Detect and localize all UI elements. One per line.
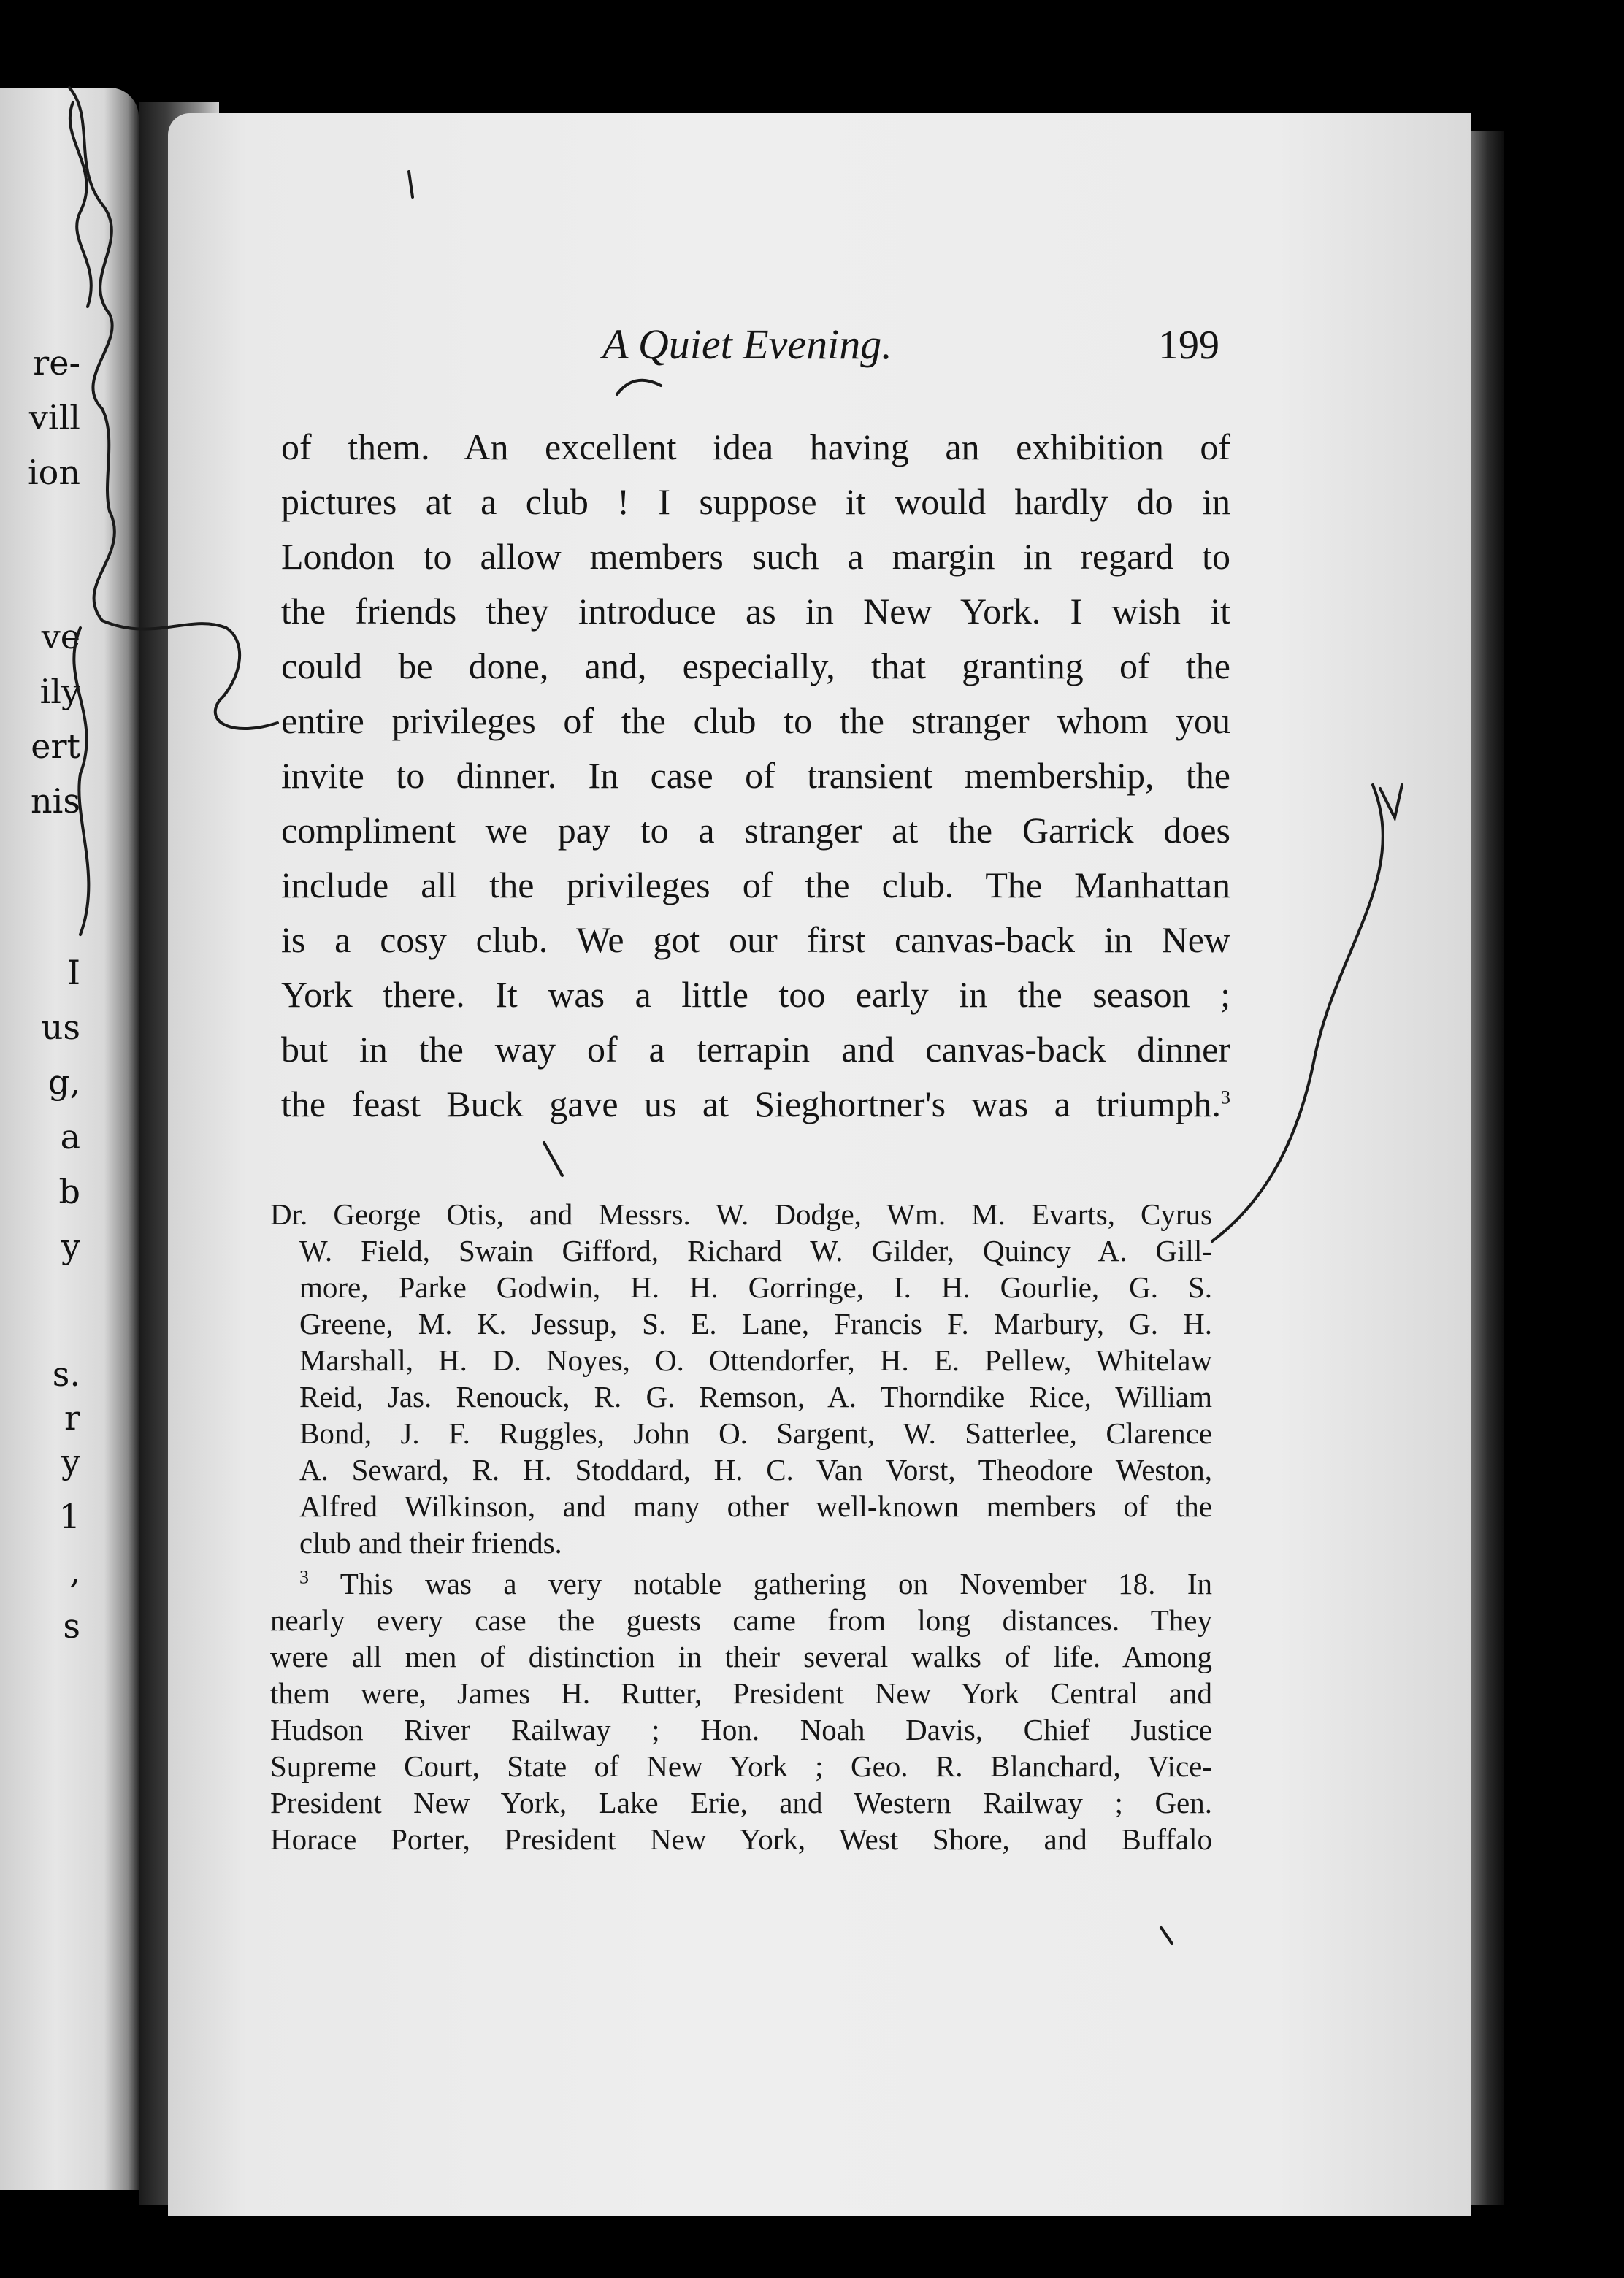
footnote-line: more, Parke Godwin, H. H. Gorringe, I. H. Gourlie, G. S. — [299, 1270, 1212, 1304]
left-page-fragment: 1 — [58, 1497, 80, 1536]
footnote-line: Marshall, H. D. Noyes, O. Ottendorfer, H. E. Pellew, Whitelaw — [299, 1343, 1212, 1377]
running-head — [277, 320, 1227, 369]
left-page-fragment: ert — [31, 726, 80, 766]
left-facing-page — [0, 88, 139, 2190]
footnote-ref-mark: 3 — [1221, 1086, 1230, 1108]
body-line: could be done, and, especially, that granting of the — [281, 645, 1230, 686]
footnote-line: W. Field, Swain Gifford, Richard W. Gilder, Quincy A. Gill- — [299, 1234, 1212, 1268]
page-number: 199 — [1158, 323, 1219, 368]
running-title: A Quiet Evening. — [602, 321, 892, 368]
footnote-line: club and their friends. — [299, 1526, 562, 1560]
left-page-fragment: r — [64, 1398, 80, 1438]
footnote-line: Greene, M. K. Jessup, S. E. Lane, Francis F. Marbury, G. H. — [299, 1307, 1212, 1341]
footnote-line: A. Seward, R. H. Stoddard, H. C. Van Vorst, Theodore Weston, — [299, 1453, 1212, 1487]
left-page-fragment: , — [69, 1552, 80, 1591]
left-page-fragment: nis — [31, 781, 80, 821]
left-page-fragment: ily — [39, 672, 80, 711]
footnote-3-mark: 3 — [299, 1566, 309, 1588]
left-page-fragment: y — [61, 1227, 80, 1266]
footnote-line: Horace Porter, President New York, West Shore, and Buffalo — [270, 1822, 1212, 1856]
body-line: compliment we pay to a stranger at the Garrick does — [281, 810, 1230, 851]
body-line: of them. An excellent idea having an exhibition of — [281, 426, 1230, 467]
footnote-line: were all men of distinction in their several walks of life. Among — [270, 1640, 1212, 1673]
body-line: invite to dinner. In case of transient membership, the — [281, 755, 1230, 796]
page-edge-shadow — [1471, 131, 1504, 2205]
footnote-line: Alfred Wilkinson, and many other well-known members of the — [299, 1489, 1212, 1523]
footnote-3-first-line — [270, 1565, 1212, 1602]
body-line-last — [281, 1077, 1230, 1132]
body-line: the friends they introduce as in New York. I wish it — [281, 591, 1230, 632]
footnote-line: Dr. George Otis, and Messrs. W. Dodge, Wm. M. Evarts, Cyrus — [270, 1197, 1212, 1231]
body-text — [281, 420, 1230, 1132]
left-page-fragment: b — [58, 1172, 80, 1211]
left-page-fragment: ion — [27, 453, 80, 492]
body-line: is a cosy club. We got our first canvas-back in New — [281, 919, 1230, 960]
body-line: but in the way of a terrapin and canvas-back dinner — [281, 1029, 1230, 1070]
footnote-line: President New York, Lake Erie, and Western Railway ; Gen. — [270, 1786, 1212, 1819]
body-line: include all the privileges of the club. The Manhattan — [281, 864, 1230, 905]
footnote-line: Supreme Court, State of New York ; Geo. R. Blanchard, Vice- — [270, 1749, 1212, 1783]
body-line: pictures at a club ! I suppose it would hardly do in — [281, 481, 1230, 522]
body-line: York there. It was a little too early in the season ; — [281, 974, 1230, 1015]
footnote-line: Reid, Jas. Renouck, R. G. Remson, A. Thorndike Rice, William — [299, 1380, 1212, 1414]
footnotes — [270, 1196, 1212, 1857]
left-page-fragment: a — [60, 1117, 80, 1157]
footnote-3-text: This was a very notable gathering on November 18. In — [340, 1567, 1212, 1600]
left-page-text-fragments — [0, 88, 139, 2190]
footnote-line: Bond, J. F. Ruggles, John O. Sargent, W. Satterlee, Clarence — [299, 1416, 1212, 1450]
left-page-fragment: y — [61, 1442, 80, 1481]
left-page-fragment: us — [41, 1008, 80, 1047]
left-page-fragment: ve — [41, 617, 80, 656]
left-page-fragment: s. — [52, 1354, 80, 1394]
left-page-fragment: vill — [28, 398, 80, 437]
body-line-text: the feast Buck gave us at Sieghortner's was a triumph. — [281, 1084, 1221, 1124]
footnote-line: nearly every case the guests came from long distances. They — [270, 1603, 1212, 1637]
left-page-fragment: I — [66, 953, 80, 992]
body-line: London to allow members such a margin in regard to — [281, 536, 1230, 577]
left-page-fragment: re- — [33, 343, 80, 383]
footnote-line: them were, James H. Rutter, President New York Central and — [270, 1676, 1212, 1710]
left-page-fragment: s — [63, 1606, 80, 1646]
left-page-fragment: g, — [47, 1062, 80, 1102]
body-line: entire privileges of the club to the stranger whom you — [281, 700, 1230, 741]
footnote-line: Hudson River Railway ; Hon. Noah Davis, Chief Justice — [270, 1713, 1212, 1746]
